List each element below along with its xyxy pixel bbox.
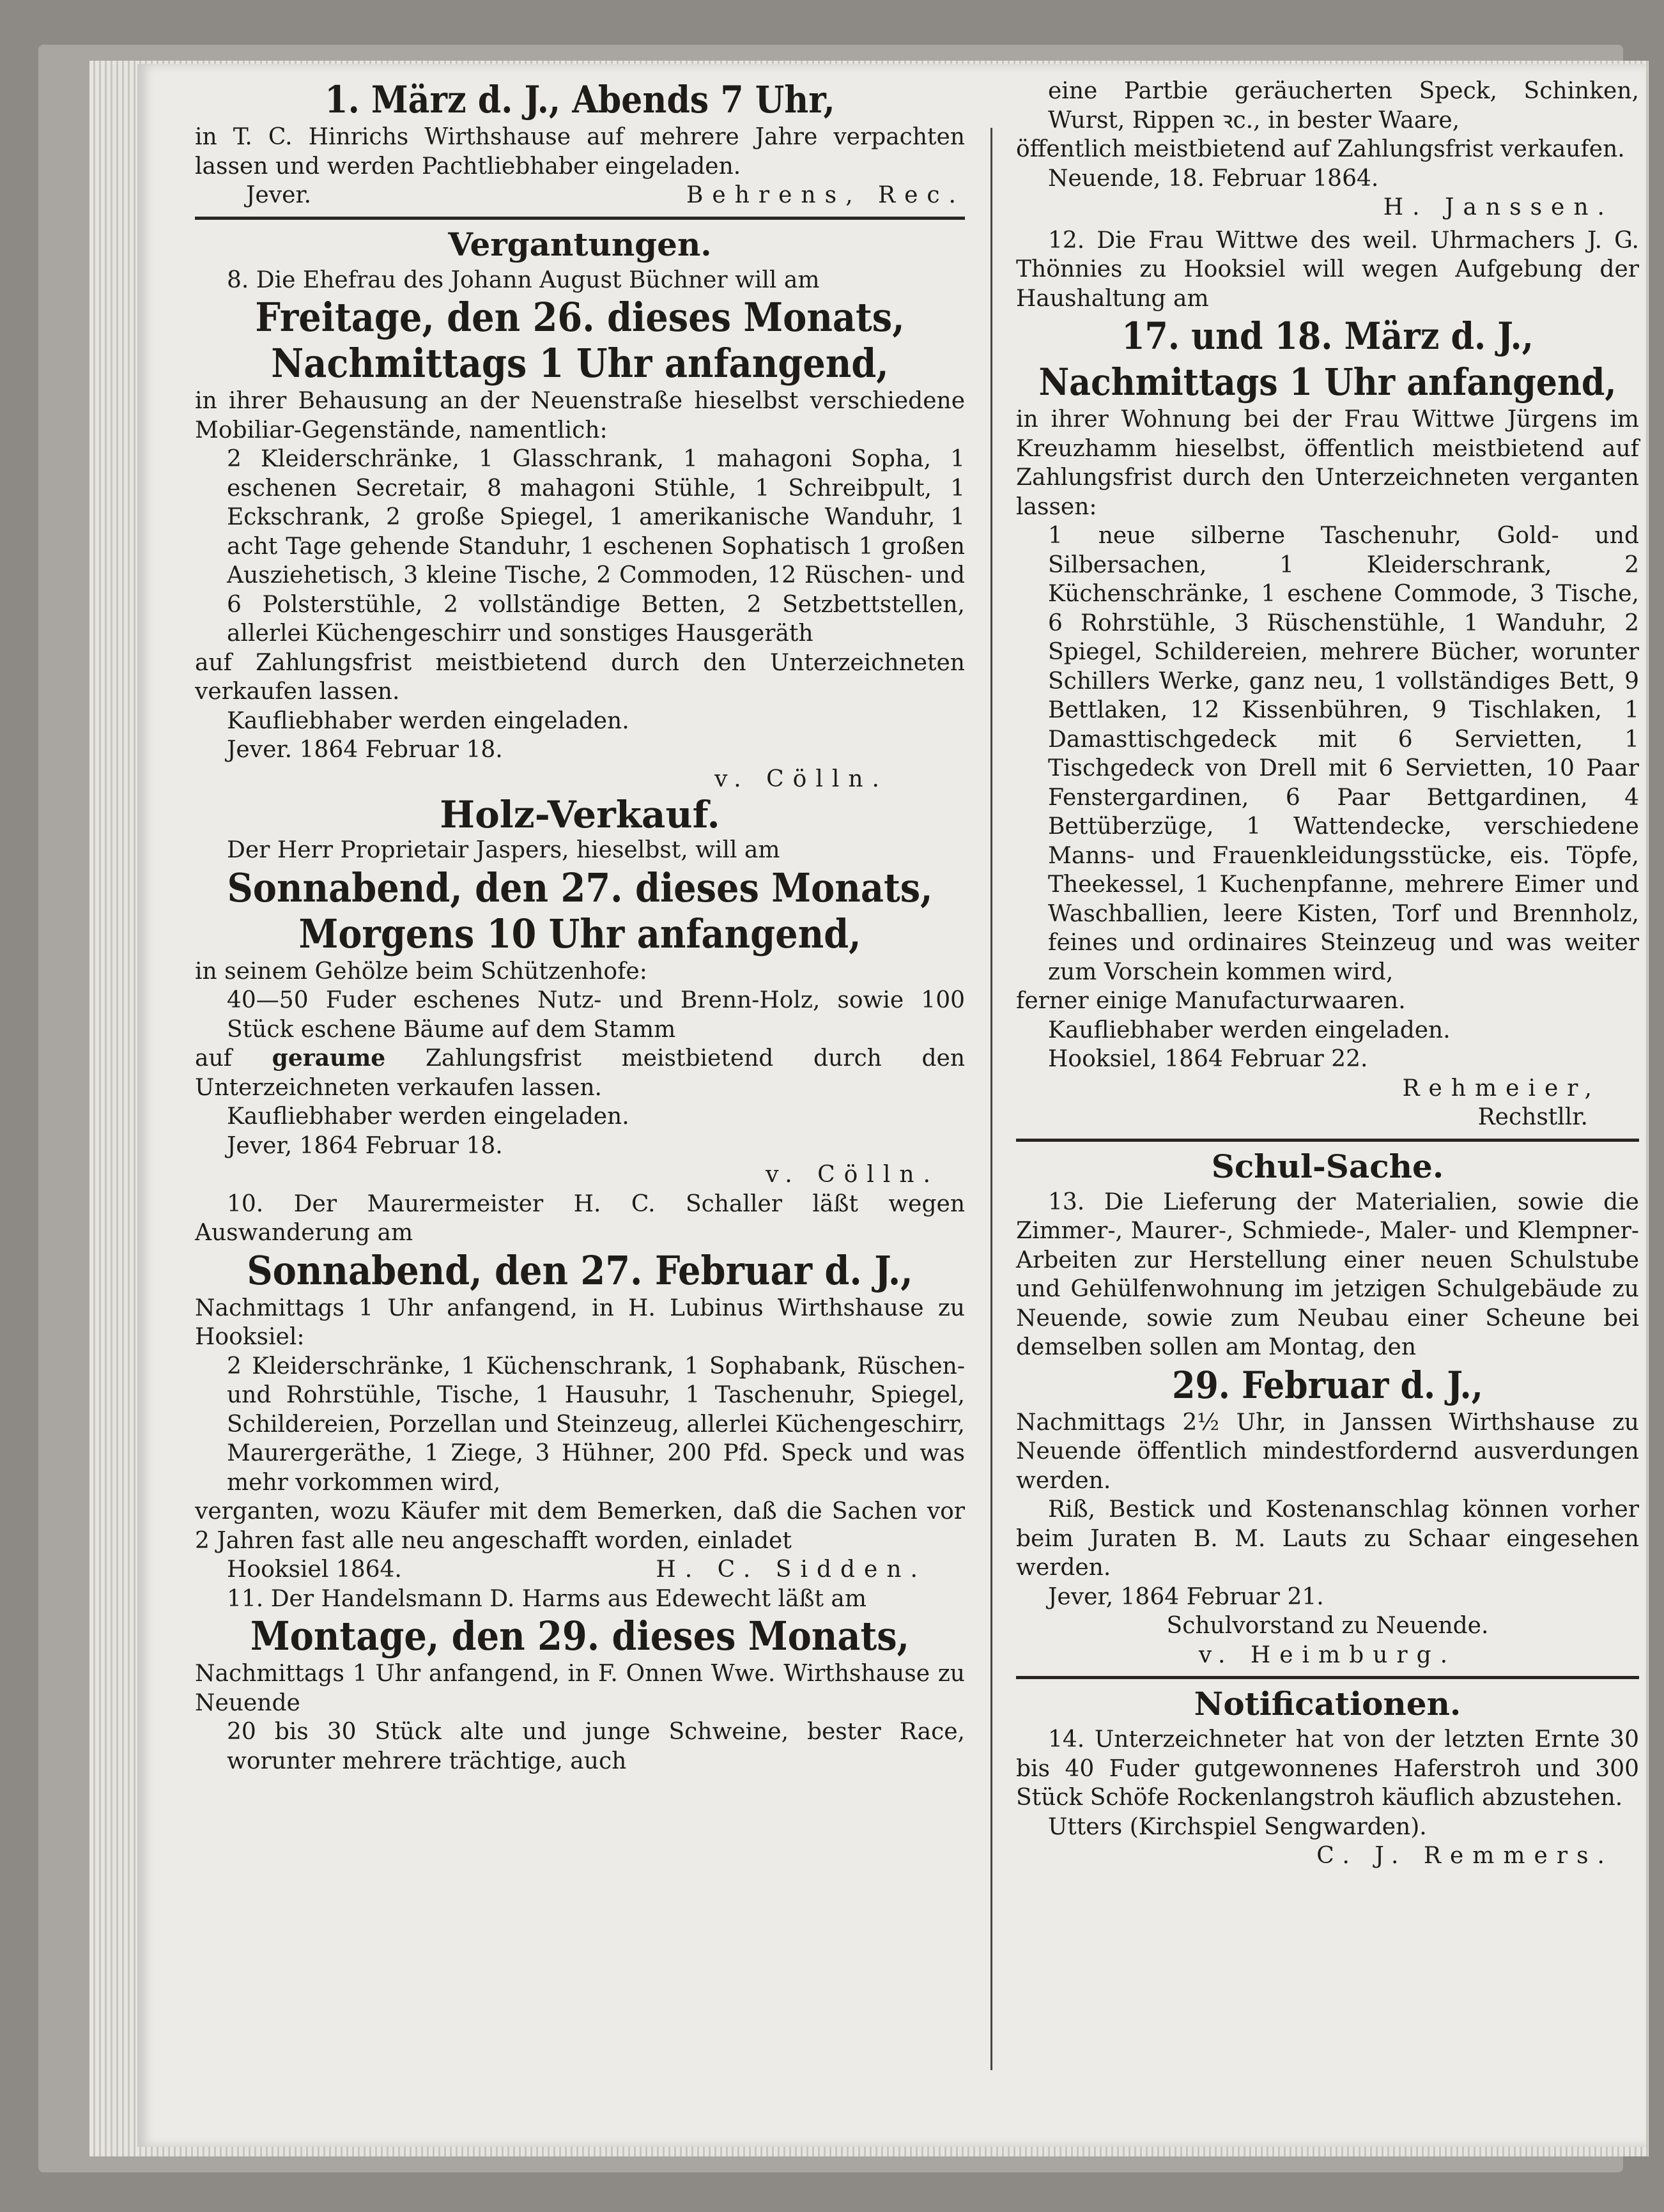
item12-buyers: Kaufliebhaber werden eingeladen.	[1048, 1017, 1451, 1043]
holz-terms-bold: geraume	[272, 1045, 386, 1071]
holz-date: Sonnabend, den 27. dieses Monats,	[227, 864, 933, 911]
item8-intro: 8. Die Ehefrau des Johann August Büchner will am	[227, 266, 820, 293]
item11-intro: 11. Der Handelsmann D. Harms aus Edewecht läßt am	[227, 1585, 867, 1612]
notif-signature: C. J. Remmers.	[1316, 1843, 1614, 1869]
schul-signature: v. Heimburg.	[1198, 1641, 1457, 1668]
schul-body2: Nachmittags 2½ Uhr, in Janssen Wirthshause zu Neuende öffentlich mindestfordernd ausverdungen werden.	[1016, 1409, 1639, 1494]
item8-buyers: Kaufliebhaber werden eingeladen.	[227, 707, 629, 734]
column-divider	[990, 128, 992, 2070]
notice-signature-row	[195, 181, 965, 210]
item10-items: 2 Kleiderschränke, 1 Küchenschrank, 1 Sophabank, Rüschen- und Rohrstühle, Tische, 1 Hausuhr, 1 Taschenuhr, Spiegel, Schildereien, Porzellan und Steinzeug, allerlei Küchengeschirr, Maurergeräthe, 1 Ziege, 3 Hühner, 200 Pfd. Speck und was mehr vorkommen wird,	[227, 1353, 965, 1496]
item8-time: Nachmittags 1 Uhr anfangend,	[271, 340, 889, 387]
right-column	[1016, 77, 1639, 1871]
cont-date: Neuende, 18. Februar 1864.	[1048, 165, 1379, 192]
schul-date-line: Jever, 1864 Februar 21.	[1048, 1583, 1324, 1610]
holz-intro: Der Herr Proprietair Jaspers, hieselbst, will am	[227, 837, 780, 863]
item10-signature: H. C. Sidden.	[656, 1556, 927, 1583]
item11-body: Nachmittags 1 Uhr anfangend, in F. Onnen Wwe. Wirthshause zu Neuende	[195, 1661, 965, 1716]
section-rule	[195, 217, 965, 220]
item12-body: in ihrer Wohnung bei der Frau Wittwe Jürgens im Kreuzhamm hieselbst, öffentlich meistbietend auf Zahlungsfrist durch den Unterzeichneten verganten lassen:	[1016, 406, 1639, 520]
vergantungen-heading: Vergantungen.	[448, 225, 712, 263]
holz-items: 40—50 Fuder eschenes Nutz- und Brenn-Holz, sowie 100 Stück eschene Bäume auf dem Stamm	[227, 987, 965, 1043]
notice-signature: Behrens, Rec.	[686, 182, 965, 208]
schul-board: Schulvorstand zu Neuende.	[1166, 1613, 1489, 1639]
item12-role: Rechstllr.	[1477, 1104, 1588, 1130]
item12-time: Nachmittags 1 Uhr anfangend,	[1038, 360, 1617, 404]
item12-signature: Rehmeier,	[1402, 1075, 1601, 1102]
schul-heading: Schul-Sache.	[1211, 1147, 1444, 1185]
notice-body: in T. C. Hinrichs Wirthshause auf mehrere Jahre verpachten lassen und werden Pachtliebhaber eingeladen.	[195, 124, 965, 180]
notice-date-line: 1. März d. J., Abends 7 Uhr,	[325, 78, 835, 121]
holz-time: Morgens 10 Uhr anfangend,	[298, 910, 861, 957]
item8-date: Freitage, den 26. dieses Monats,	[255, 294, 905, 341]
holz-heading: Holz-Verkauf.	[440, 793, 720, 836]
section-rule	[1016, 1139, 1639, 1142]
item8-items: 2 Kleiderschränke, 1 Glasschrank, 1 mahagoni Sopha, 1 eschenen Secretair, 8 mahagoni Stühle, 1 Schreibpult, 1 Eckschrank, 2 große Spiegel, 1 amerikanische Wanduhr, 1 acht Tage gehende Standuhr, 1 eschenen Sophatisch 1 großen Ausziehetisch, 3 kleine Tische, 2 Commoden, 12 Rüschen- und 6 Polsterstühle, 2 vollständige Betten, 2 Setzbettstellen, allerlei Küchengeschirr und sonstiges Hausgeräth	[227, 446, 965, 647]
item8-terms: auf Zahlungsfrist meistbietend durch den Unterzeichneten verkaufen lassen.	[195, 649, 965, 705]
notif-heading: Notificationen.	[1194, 1685, 1461, 1723]
item10-body: Nachmittags 1 Uhr anfangend, in H. Lubinus Wirthshause zu Hooksiel:	[195, 1294, 965, 1350]
holz-buyers: Kaufliebhaber werden eingeladen.	[227, 1103, 629, 1130]
holz-place: in seinem Gehölze beim Schützenhofe:	[195, 958, 647, 985]
notice-place: Jever.	[246, 182, 312, 208]
holz-terms-a: auf	[195, 1045, 232, 1071]
schul-date: 29. Februar d. J.,	[1172, 1363, 1483, 1407]
left-column	[195, 77, 965, 1776]
item10-terms: verganten, wozu Käufer mit dem Bemerken, daß die Sachen vor 2 Jahren fast alle neu angeschafft worden, einladet	[195, 1498, 965, 1554]
item12-items: 1 neue silberne Taschenuhr, Gold- und Silbersachen, 1 Kleiderschrank, 2 Küchenschränke, 1 eschene Commode, 3 Tische, 6 Rohrstühle, 3 Rüschenstühle, 1 Wanduhr, 2 Spiegel, Schildereien, mehrere Bücher, worunter Schillers Werke, ganz neu, 1 vollständiges Bett, 9 Bettlaken, 12 Kissenbühren, 9 Tischlaken, 1 Damasttischgedeck mit 6 Servietten, 1 Tischgedeck von Drell mit 6 Servietten, 10 Paar Fenstergardinen, 6 Paar Bettgardinen, 4 Bettüberzüge, 1 Wattendecke, verschiedene Manns- und Frauenkleidungsstücke, eis. Töpfe, Theekessel, 1 Kuchenpfanne, mehrere Eimer und Waschballien, leere Kisten, Torf und Brennholz, feines und ordinaires Steinzeug und was weiter zum Vorschein kommen wird,	[1048, 523, 1639, 985]
holz-date-line: Jever, 1864 Februar 18.	[227, 1132, 503, 1159]
cont-signature: H. Janssen.	[1383, 194, 1614, 220]
notif-place: Utters (Kirchspiel Sengwarden).	[1048, 1813, 1427, 1840]
schul-body: 13. Die Lieferung der Materialien, sowie die Zimmer-, Maurer-, Schmiede-, Maler- und Klempner-Arbeiten zur Herstellung einer neuen Schulstube und Gehülfenwohnung im jetzigen Schulgebäude zu Neuende, sowie zum Neubau einer Scheune bei demselben sollen am Montag, den	[1016, 1188, 1639, 1360]
item10-intro: 10. Der Maurermeister H. C. Schaller läßt wegen Auswanderung am	[195, 1190, 965, 1246]
holz-terms-b: Zahlungsfrist meistbietend durch den Unterzeichneten verkaufen lassen.	[195, 1045, 965, 1101]
item10-date-line: Hooksiel 1864.	[227, 1556, 402, 1583]
item12-extra: ferner einige Manufacturwaaren.	[1016, 988, 1406, 1014]
item10-signature-row	[195, 1555, 965, 1585]
holz-terms	[195, 1044, 965, 1102]
item11-date: Montage, den 29. dieses Monats,	[250, 1613, 910, 1659]
cont-terms: öffentlich meistbietend auf Zahlungsfrist verkaufen.	[1016, 136, 1625, 162]
schul-body3: Riß, Bestick und Kostenanschlag können vorher beim Juraten B. M. Lauts zu Schaar eingesehen werden.	[1016, 1496, 1639, 1581]
item11-items: 20 bis 30 Stück alte und junge Schweine, bester Race, worunter mehrere trächtige, auch	[227, 1719, 965, 1774]
section-rule	[1016, 1676, 1639, 1679]
notif-body: 14. Unterzeichneter hat von der letzten Ernte 30 bis 40 Fuder gutgewonnenes Haferstroh und 300 Stück Schöfe Rockenlangstroh käuflich abzustehen.	[1016, 1726, 1639, 1811]
item8-body: in ihrer Behausung an der Neuenstraße hieselbst verschiedene Mobiliar-Gegenstände, namentlich:	[195, 388, 965, 443]
holz-signature: v. Cölln.	[766, 1162, 939, 1188]
item12-intro: 12. Die Frau Wittwe des weil. Uhrmachers J. G. Thönnies zu Hooksiel will wegen Aufgebung der Haushaltung am	[1016, 227, 1639, 312]
item12-date-line: Hooksiel, 1864 Februar 22.	[1048, 1046, 1368, 1072]
item12-date: 17. und 18. März d. J.,	[1121, 314, 1534, 358]
item8-date-line: Jever. 1864 Februar 18.	[227, 737, 503, 763]
item8-signature: v. Cölln.	[714, 765, 888, 792]
item10-date: Sonnabend, den 27. Februar d. J.,	[247, 1247, 913, 1294]
cont-items: eine Partbie geräucherten Speck, Schinken, Wurst, Rippen ꝛc., in bester Waare,	[1048, 78, 1639, 134]
